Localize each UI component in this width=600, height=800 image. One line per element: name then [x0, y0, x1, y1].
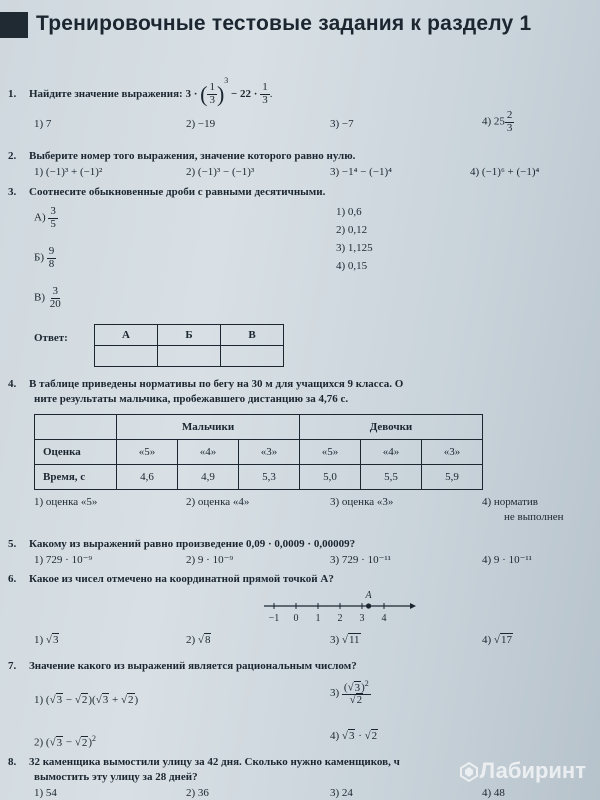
q4-norm-table: [34, 414, 483, 490]
time-cell: 5,9: [422, 465, 483, 490]
watermark-logo: [460, 758, 586, 784]
grade-cell: «3»: [239, 440, 300, 465]
q4-option-4-cont: не выполнен: [504, 511, 564, 523]
q1-option-2: 2) −19: [186, 118, 216, 130]
group-girls: Девочки: [300, 415, 483, 440]
q4-text-1: В таблице приведены нормативы по бегу на 30 м для учащихся 9 класса. О: [29, 378, 404, 390]
q4-option-4: 4) норматив: [482, 496, 539, 508]
q5-option-1: 1) 729 · 10⁻⁹: [34, 554, 93, 566]
q7-option-3: 3) $\frac{(√3)^2}{√2}$: [330, 679, 369, 707]
q3-choice-3: 3) 1,125: [336, 242, 373, 254]
q2-option-2: 2) (−1)³ − (−1)³: [186, 166, 255, 178]
grade-cell: «5»: [117, 440, 178, 465]
grade-cell: «4»: [178, 440, 239, 465]
page-title: Тренировочные тестовые задания к разделу 1: [36, 12, 532, 35]
q3-item-c: В) $\frac{3}{20}$: [34, 285, 61, 310]
q2-option-4: 4) (−1)⁶ + (−1)⁴: [470, 166, 540, 178]
q5-option-3: 3) 729 · 10⁻¹¹: [330, 554, 391, 566]
q6-option-3: 3) √11: [330, 634, 360, 646]
point-a-marker: [366, 603, 371, 608]
q7-option-4: 4) √3 · √2: [330, 730, 378, 742]
q5-text: Какому из выражений равно произведение 0,09 · 0,0009 · 0,00009?: [29, 538, 356, 550]
watermark-text: Лабиринт: [479, 758, 586, 783]
q6-line: [8, 573, 334, 585]
q1-option-4: 4) 25 $\frac{2}{3}$: [482, 109, 513, 134]
q8-option-1: 1) 54: [34, 787, 57, 799]
q3-choice-4: 4) 0,15: [336, 260, 368, 272]
row-grade-label: Оценка: [35, 440, 117, 465]
grade-cell: «3»: [422, 440, 483, 465]
q6-number: 6.: [8, 573, 17, 585]
q2-option-1: 1) (−1)³ + (−1)²: [34, 166, 103, 178]
q4-number: 4.: [8, 378, 17, 390]
time-cell: 4,6: [117, 465, 178, 490]
answer-cell-c: [221, 346, 284, 367]
q1-fraction-1: $\frac{1}{3}$: [209, 81, 215, 106]
group-boys: Мальчики: [117, 415, 300, 440]
labyrinth-logo-icon: [460, 762, 478, 782]
q7-line: [8, 660, 357, 672]
grade-cell: «4»: [361, 440, 422, 465]
answer-header-a: А: [95, 325, 158, 346]
q4-option-1: 1) оценка «5»: [34, 496, 98, 508]
header-marker: [0, 12, 28, 38]
time-cell: 5,5: [361, 465, 422, 490]
q6-option-4: 4) √17: [482, 634, 512, 646]
q2-option-3: 3) −1⁴ − (−1)⁴: [330, 166, 393, 178]
q1-number: 1.: [8, 88, 17, 100]
q3-item-a: А) $\frac{3}{5}$: [34, 205, 56, 230]
tick-label: −1: [268, 613, 280, 624]
q3-answer-label: Ответ:: [34, 332, 68, 344]
q1-exponent: 3: [224, 76, 229, 85]
q2-number: 2.: [8, 150, 17, 162]
answer-header-b: Б: [158, 325, 221, 346]
q6-option-1: 1) √3: [34, 634, 59, 646]
q5-line: [8, 538, 355, 550]
q8-option-2: 2) 36: [186, 787, 209, 799]
q1-line: 1. Найдите значение выражения: 3 · ( $\frac{1}{3}$ )$^3$ − 22 · $\frac{1}{3}$ .: [8, 76, 273, 107]
q4-text-2: ните результаты мальчика, пробежавшего дистанцию за 4,76 с.: [34, 393, 349, 405]
q6-text: Какое из чисел отмечено на координатной прямой точкой A?: [29, 573, 334, 585]
q3-number: 3.: [8, 186, 17, 198]
q3-line: [8, 186, 325, 198]
answer-cell-a: [95, 346, 158, 367]
q5-option-2: 2) 9 · 10⁻⁹: [186, 554, 234, 566]
time-cell: 5,3: [239, 465, 300, 490]
q3-item-b: Б) $\frac{9}{8}$: [34, 245, 55, 270]
q8-option-3: 3) 24: [330, 787, 353, 799]
q8-text-1: 32 каменщика вымостили улицу за 42 дня. Сколько нужно каменщиков, ч: [29, 756, 400, 768]
section-header: [0, 4, 600, 44]
q4-option-2: 2) оценка «4»: [186, 496, 250, 508]
tick-label: 0: [293, 613, 299, 624]
q8-option-4: 4) 48: [482, 787, 505, 799]
tick-label: 1: [315, 613, 321, 624]
q3-choice-1: 1) 0,6: [336, 206, 362, 218]
q5-number: 5.: [8, 538, 17, 550]
q6-option-2: 2) √8: [186, 634, 211, 646]
time-cell: 4,9: [178, 465, 239, 490]
q4-option-3: 3) оценка «3»: [330, 496, 394, 508]
q1-fraction-2: $\frac{1}{3}$: [262, 81, 268, 106]
q3-answer-table: [94, 324, 284, 367]
tick-label: 4: [381, 613, 387, 624]
grade-cell: «5»: [300, 440, 361, 465]
q2-line: [8, 150, 355, 162]
q4-line-1: [8, 378, 403, 390]
q3-text: Соотнесите обыкновенные дроби с равными десятичными.: [29, 186, 326, 198]
q1-option-3: 3) −7: [330, 118, 354, 130]
q2-text: Выберите номер того выражения, значение которого равно нулю.: [29, 150, 356, 162]
time-cell: 5,0: [300, 465, 361, 490]
q1-text-mid: − 22 ·: [231, 88, 258, 100]
q8-text-2: вымостить эту улицу за 28 дней?: [34, 771, 198, 783]
answer-header-c: В: [221, 325, 284, 346]
tick-label: 2: [337, 613, 343, 624]
point-a-label: A: [365, 590, 372, 601]
q7-text: Значение какого из выражений является рациональным числом?: [29, 660, 357, 672]
answer-cell-b: [158, 346, 221, 367]
tick-label: 3: [359, 613, 365, 624]
q1-option-1: 1) 7: [34, 118, 52, 130]
row-time-label: Время, с: [35, 465, 117, 490]
q5-option-4: 4) 9 · 10⁻¹¹: [482, 554, 532, 566]
q8-line-1: [8, 756, 400, 768]
q1-text: Найдите значение выражения: 3 ·: [29, 88, 198, 100]
q8-number: 8.: [8, 756, 17, 768]
q7-option-2: 2) $(√3 - √2)^2$: [34, 734, 97, 749]
q3-choice-2: 2) 0,12: [336, 224, 368, 236]
q7-option-1: 1) (√3 − √2)(√3 + √2): [34, 694, 139, 706]
q7-number: 7.: [8, 660, 17, 672]
coordinate-line: [250, 588, 420, 624]
